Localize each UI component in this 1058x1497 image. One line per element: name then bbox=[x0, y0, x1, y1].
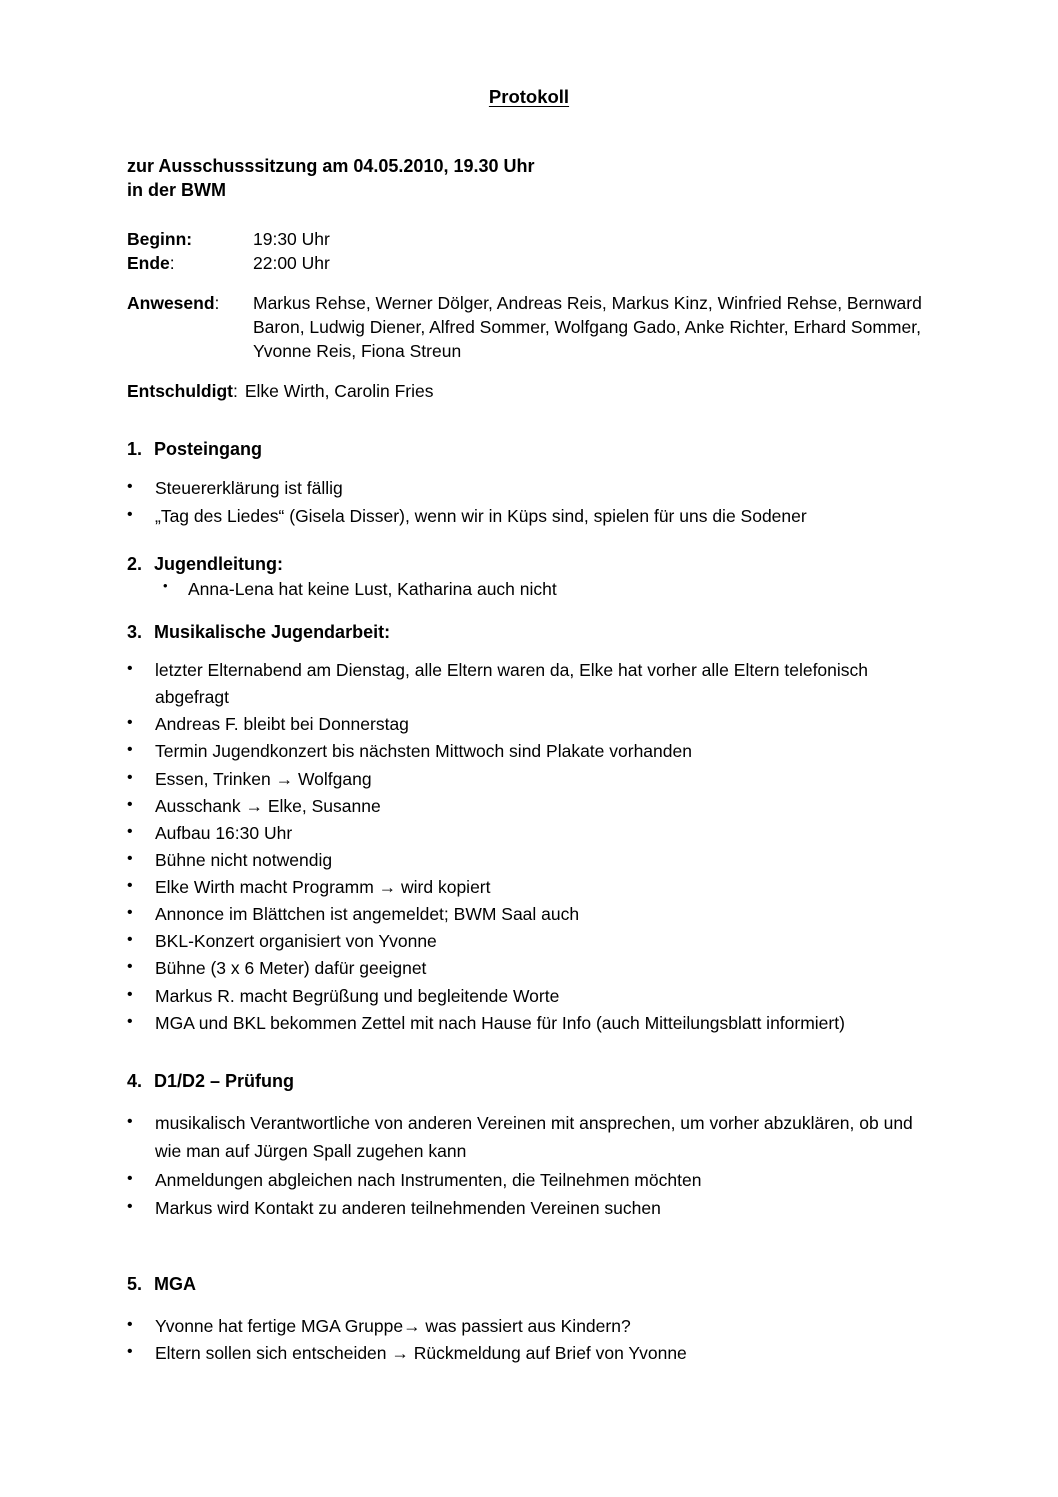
list-item bbox=[127, 1010, 942, 1037]
bullet-icon: • bbox=[127, 904, 133, 922]
list-item bbox=[127, 1340, 942, 1367]
bullet-icon: • bbox=[127, 1012, 133, 1030]
page-title bbox=[0, 88, 1058, 107]
section-title: Posteingang bbox=[154, 439, 263, 459]
section-heading bbox=[127, 440, 942, 458]
section-heading bbox=[127, 623, 942, 641]
section-title: D1/D2 – Prüfung bbox=[154, 1071, 295, 1091]
attendees-excused bbox=[127, 380, 434, 404]
attendees-excused-value: Elke Wirth, Carolin Fries bbox=[244, 381, 434, 401]
bullet-icon: • bbox=[163, 578, 168, 593]
bullet-icon: • bbox=[127, 1198, 133, 1216]
section-heading bbox=[127, 555, 942, 573]
section-number: 5. bbox=[127, 1274, 143, 1294]
bullet-icon: • bbox=[127, 660, 133, 677]
list-item-text: Essen, Trinken → Wolfgang bbox=[155, 768, 372, 789]
bullet-icon: • bbox=[127, 1113, 133, 1130]
meeting-end-value: 22:00 Uhr bbox=[253, 252, 330, 273]
list-item-text: Elke Wirth macht Programm → wird kopiert bbox=[155, 877, 491, 897]
meeting-end-label-text: Ende bbox=[127, 252, 170, 273]
attendees-present-label-colon: : bbox=[214, 293, 220, 313]
document-subtitle bbox=[127, 155, 535, 203]
meeting-times bbox=[127, 228, 330, 276]
list-item bbox=[127, 1194, 942, 1222]
section-bullet-list bbox=[127, 1313, 942, 1367]
section-bullet-list bbox=[127, 576, 942, 602]
list-item bbox=[127, 874, 942, 901]
list-item bbox=[127, 983, 942, 1010]
section-number: 4. bbox=[127, 1071, 143, 1091]
list-item-text: Termin Jugendkonzert bis nächsten Mittwoch sind Plakate vorhanden bbox=[155, 741, 692, 762]
attendees-present-value: Markus Rehse, Werner Dölger, Andreas Reis, Markus Kinz, Winfried Rehse, Bernward Baron, Ludwig Diener, Alfred Sommer, Wolfgang Gado, Anke Richter, Erhard Sommer, Yvonne Reis, Fiona Streun bbox=[253, 293, 922, 361]
list-item-text: Markus wird Kontakt zu anderen teilnehmenden Vereinen suchen bbox=[155, 1198, 661, 1219]
bullet-icon: • bbox=[127, 506, 133, 524]
section-heading bbox=[127, 1072, 942, 1090]
subtitle-line-2: in der BWM bbox=[127, 179, 226, 200]
meeting-end-label-colon: : bbox=[169, 252, 175, 273]
list-item-text: Anna-Lena hat keine Lust, Katharina auch nicht bbox=[188, 579, 557, 599]
bullet-icon: • bbox=[127, 1343, 133, 1361]
section-jugendleitung bbox=[127, 555, 942, 602]
meeting-begin-value: 19:30 Uhr bbox=[253, 229, 330, 249]
list-item bbox=[127, 474, 942, 502]
meeting-end-row bbox=[127, 252, 330, 276]
list-item bbox=[127, 847, 942, 874]
list-item-text: Markus R. macht Begrüßung und begleitende Worte bbox=[155, 985, 560, 1006]
bullet-icon: • bbox=[127, 958, 133, 976]
list-item-text: letzter Elternabend am Dienstag, alle Eltern waren da, Elke hat vorher alle Eltern telefonisch abgefragt bbox=[155, 660, 869, 708]
list-item-text: Ausschank → Elke, Susanne bbox=[155, 795, 381, 816]
section-musikalische-jugendarbeit bbox=[127, 623, 942, 1037]
list-item-text: „Tag des Liedes“ (Gisela Disser), wenn wir in Küps sind, spielen für uns die Sodener bbox=[155, 506, 807, 527]
list-item-text: Yvonne hat fertige MGA Gruppe→ was passiert aus Kindern? bbox=[155, 1316, 631, 1336]
bullet-icon: • bbox=[127, 478, 133, 495]
list-item-text: Eltern sollen sich entscheiden → Rückmeldung auf Brief von Yvonne bbox=[155, 1343, 687, 1364]
list-item-text: Anmeldungen abgleichen nach Instrumenten, die Teilnehmen möchten bbox=[155, 1169, 702, 1190]
attendees-excused-label-text: Entschuldigt bbox=[127, 381, 233, 401]
section-heading bbox=[127, 1275, 942, 1293]
bullet-icon: • bbox=[127, 714, 133, 732]
bullet-icon: • bbox=[127, 822, 133, 840]
attendees-present-label-text: Anwesend bbox=[127, 293, 215, 313]
section-number: 3. bbox=[127, 622, 143, 642]
list-item bbox=[127, 502, 942, 530]
bullet-icon: • bbox=[127, 931, 133, 949]
section-bullet-list bbox=[127, 474, 942, 530]
bullet-icon: • bbox=[127, 985, 133, 1003]
list-item bbox=[127, 738, 942, 765]
page-title-text: Protokoll bbox=[488, 86, 570, 107]
section-bullet-list bbox=[127, 1109, 942, 1222]
list-item-text: Bühne nicht notwendig bbox=[155, 849, 333, 870]
meeting-begin-label: Beginn: bbox=[127, 229, 193, 249]
list-item bbox=[127, 766, 942, 793]
list-item-text: BKL-Konzert organisiert von Yvonne bbox=[155, 931, 437, 952]
section-title: Jugendleitung: bbox=[154, 554, 283, 574]
list-item bbox=[127, 1166, 942, 1194]
bullet-icon: • bbox=[127, 1169, 133, 1187]
attendees-excused-label-colon: : bbox=[232, 381, 238, 401]
list-item bbox=[127, 711, 942, 738]
list-item bbox=[127, 928, 942, 955]
list-item-text: Andreas F. bleibt bei Donnerstag bbox=[155, 714, 409, 735]
list-item-text: Annonce im Blättchen ist angemeldet; BWM Saal auch bbox=[155, 904, 580, 925]
list-item bbox=[127, 955, 942, 982]
list-item bbox=[127, 901, 942, 928]
list-item bbox=[127, 1313, 942, 1340]
bullet-icon: • bbox=[127, 741, 133, 759]
meeting-begin-row bbox=[127, 228, 330, 252]
attendees-present-label bbox=[127, 292, 253, 363]
section-mga bbox=[127, 1275, 942, 1367]
list-item bbox=[127, 820, 942, 847]
list-item bbox=[127, 1109, 942, 1166]
subtitle-line-1: zur Ausschusssitzung am 04.05.2010, 19.30 Uhr bbox=[127, 156, 535, 176]
section-bullet-list bbox=[127, 657, 942, 1037]
attendees-excused-label bbox=[127, 380, 245, 404]
list-item bbox=[127, 657, 942, 711]
bullet-icon: • bbox=[127, 1316, 133, 1333]
list-item-text: MGA und BKL bekommen Zettel mit nach Hause für Info (auch Mitteilungsblatt informiert) bbox=[155, 1012, 845, 1033]
list-item-text: Steuererklärung ist fällig bbox=[155, 478, 343, 498]
bullet-icon: • bbox=[127, 768, 133, 786]
bullet-icon: • bbox=[127, 849, 133, 867]
attendees-present bbox=[127, 292, 945, 363]
meeting-end-label bbox=[127, 252, 253, 276]
section-number: 2. bbox=[127, 554, 143, 574]
list-item-text: Bühne (3 x 6 Meter) dafür geeignet bbox=[155, 958, 427, 979]
section-title: Musikalische Jugendarbeit: bbox=[154, 622, 391, 642]
section-posteingang bbox=[127, 440, 942, 530]
list-item bbox=[163, 576, 942, 602]
list-item-text: musikalisch Verantwortliche von anderen Vereinen mit ansprechen, um vorher abzuklären, ob und wie man auf Jürgen Spall zugehen kann bbox=[155, 1113, 913, 1162]
section-d1-d2-pruefung bbox=[127, 1072, 942, 1222]
section-number: 1. bbox=[127, 439, 143, 459]
list-item-text: Aufbau 16:30 Uhr bbox=[155, 822, 293, 843]
bullet-icon: • bbox=[127, 795, 133, 813]
section-title: MGA bbox=[154, 1274, 196, 1294]
bullet-icon: • bbox=[127, 877, 133, 894]
list-item bbox=[127, 793, 942, 820]
